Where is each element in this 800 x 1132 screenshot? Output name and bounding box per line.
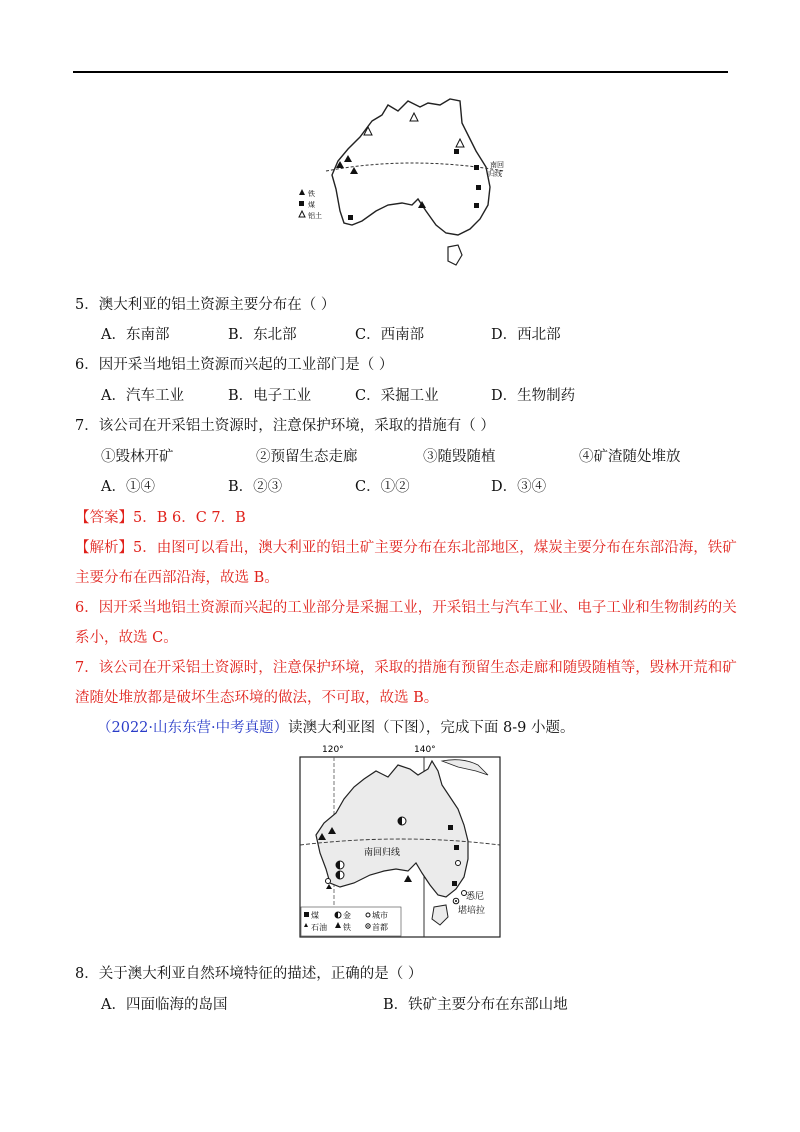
q7-measure-2: ②预留生态走廊 — [256, 449, 358, 465]
q7-option-b: B．②③ — [228, 479, 283, 495]
city-marker — [456, 861, 461, 866]
answer-line — [75, 508, 246, 528]
analysis-line-4: 系小，故选 C。 — [75, 630, 178, 646]
intro-line — [97, 718, 574, 738]
q5-option-d: D．西北部 — [491, 327, 561, 343]
intro-text: 读澳大利亚图（下图），完成下面 8-9 小题。 — [288, 720, 575, 736]
intro-source: （2022·山东东营·中考真题） — [97, 720, 289, 736]
q6-option-b: B．电子工业 — [228, 388, 312, 404]
answer-label: 【答案】 — [75, 510, 133, 526]
lon-label-120: 120° — [322, 745, 344, 755]
q8-option-b: B．铁矿主要分布在东部山地 — [383, 997, 568, 1013]
q6-option-c: C．采掘工业 — [355, 388, 439, 404]
q7-stem: 7．该公司在开采铝土资源时，注意保护环境，采取的措施有（ ） — [75, 418, 495, 434]
legend-label-capital: 首都 — [372, 923, 388, 932]
analysis-line-1: 【解析】5．由图可以看出，澳大利亚的铝土矿主要分布在东北部地区，煤炭主要分布在东部沿海，铁矿 — [75, 540, 737, 556]
q8-stem: 8．关于澳大利亚自然环境特征的描述，正确的是（ ） — [75, 966, 423, 982]
legend-label-iron: 铁 — [308, 190, 315, 198]
city-marker — [326, 879, 331, 884]
q6-option-a: A．汽车工业 — [101, 388, 184, 404]
q7-option-c: C．①② — [355, 479, 410, 495]
q7-measure-4: ④矿渣随处堆放 — [579, 449, 681, 465]
q5-option-c: C．西南部 — [355, 327, 425, 343]
q8-option-a: A．四面临海的岛国 — [101, 997, 228, 1013]
legend-symbol-iron — [299, 189, 305, 195]
q5-stem: 5．澳大利亚的铝土资源主要分布在（ ） — [75, 297, 336, 313]
bauxite-marker — [410, 113, 418, 121]
coal-marker — [348, 215, 353, 220]
legend-label-iron: 铁 — [343, 923, 351, 932]
analysis-line-2: 主要分布在西部沿海，故选 B。 — [75, 570, 279, 586]
q6-option-d: D．生物制药 — [491, 388, 576, 404]
q7-option-a: A．①④ — [101, 479, 155, 495]
coal-marker — [448, 825, 453, 830]
analysis-line-5: 7．该公司在开采铝土资源时，注意保护环境，采取的措施有预留生态走廊和随毁随植等，毁林开荒和矿 — [75, 660, 737, 676]
legend-symbol-coal — [299, 201, 304, 206]
legend-label-oil: 石油 — [311, 923, 327, 932]
analysis-label: 【解析】 — [75, 540, 133, 556]
q5-option-b: B．东北部 — [228, 327, 297, 343]
legend-label-city: 城市 — [372, 911, 388, 920]
legend-symbol-city — [366, 913, 370, 917]
coal-marker — [454, 149, 459, 154]
map-australia-minerals — [290, 93, 530, 273]
tropic-label-1: 南回 — [490, 161, 504, 169]
legend-label-coal: 煤 — [311, 911, 319, 920]
tropic-label-2: 归线 — [488, 170, 502, 178]
legend-label-coal: 煤 — [308, 201, 315, 209]
legend-symbol-bauxite — [299, 211, 305, 217]
q6-stem: 6．因开采当地铝土资源而兴起的工业部门是（ ） — [75, 357, 394, 373]
city-label-canberra: 堪培拉 — [458, 906, 486, 916]
tasmania-outline — [448, 245, 462, 265]
q7-measure-1: ①毁林开矿 — [101, 449, 174, 465]
legend-label-bauxite: 铝土 — [308, 212, 322, 220]
analysis-line-3: 6．因开采当地铝土资源而兴起的工业部分是采掘工业，开采铝土与汽车工业、电子工业和生物制药的关 — [75, 600, 737, 616]
city-label-sydney: 悉尼 — [466, 892, 485, 902]
analysis-line-6: 渣随处堆放都是破坏生态环境的做法，不可取，故选 B。 — [75, 690, 439, 706]
iron-marker — [350, 167, 358, 174]
tropic-label: 南回归线 — [364, 848, 401, 858]
answer-text: 5．B 6．C 7．B — [133, 510, 246, 526]
iron-marker — [344, 155, 352, 162]
bauxite-marker — [456, 139, 464, 147]
coal-marker — [474, 203, 479, 208]
coal-marker — [474, 165, 479, 170]
legend-label-gold: 金 — [343, 911, 351, 920]
legend-symbol-coal — [304, 912, 309, 917]
coal-marker — [452, 881, 457, 886]
coal-marker — [476, 185, 481, 190]
lon-label-140: 140° — [414, 745, 436, 755]
map-australia-resources — [292, 741, 508, 943]
q7-measure-3: ③随毁随植 — [423, 449, 496, 465]
header-rule — [73, 71, 728, 73]
coal-marker — [454, 845, 459, 850]
q5-option-a: A．东南部 — [101, 327, 170, 343]
q7-option-d: D．③④ — [491, 479, 547, 495]
